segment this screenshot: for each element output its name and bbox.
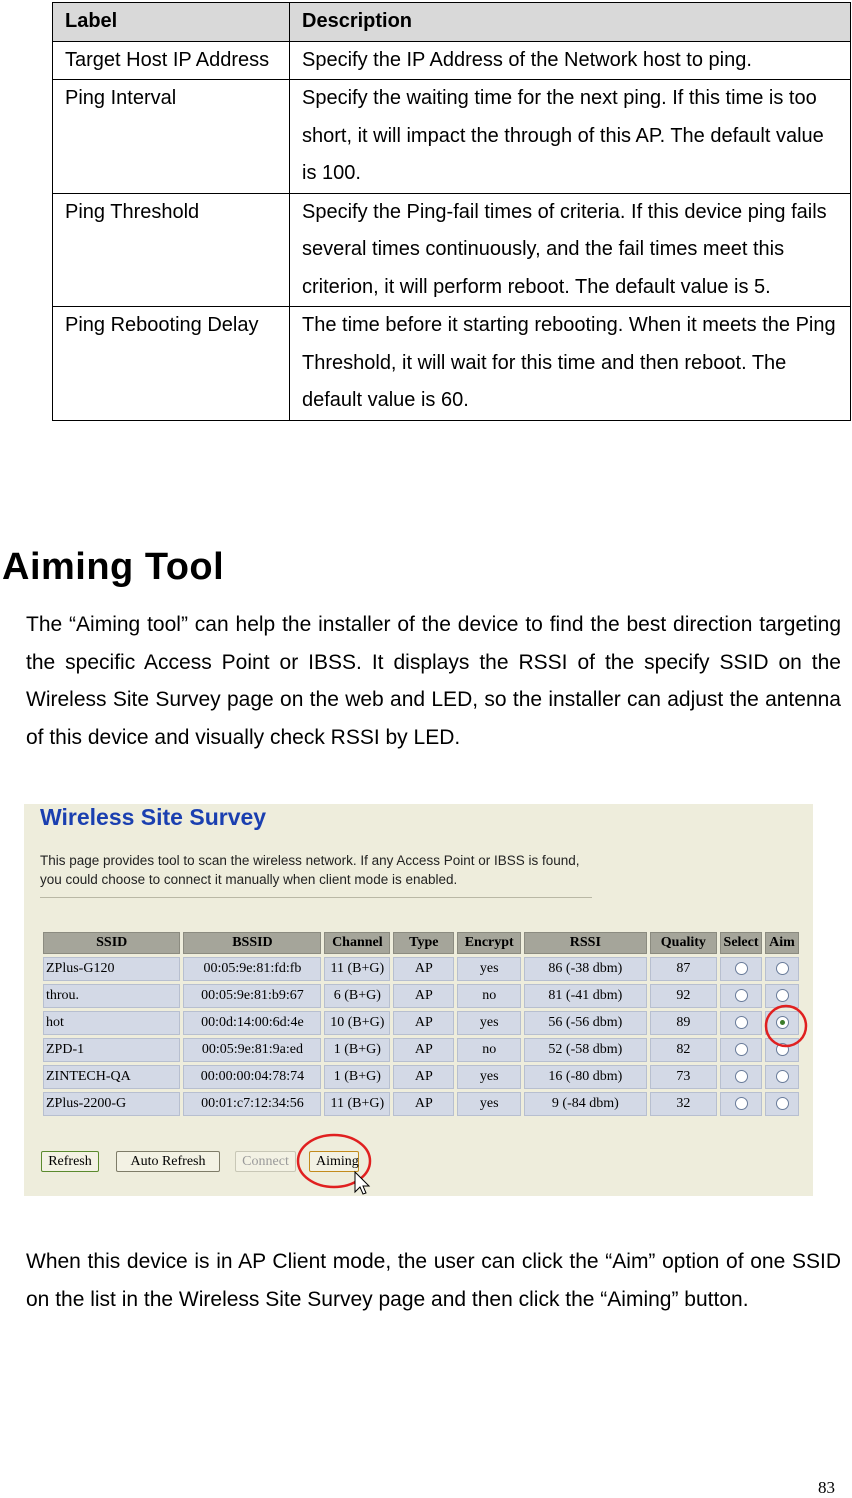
- aim-radio[interactable]: [776, 1097, 789, 1110]
- row-description: Specify the Ping-fail times of criteria. If this device ping fails several times continuously, and the fail times meet this criterion, it will perform reboot. The default value is 5.: [290, 193, 851, 307]
- channel-cell: 11 (B+G): [324, 1092, 390, 1116]
- row-label: Ping Rebooting Delay: [53, 307, 290, 421]
- type-cell: AP: [393, 1065, 454, 1089]
- site-survey-screenshot: [24, 804, 813, 1196]
- table-row: [53, 80, 851, 194]
- select-cell: [720, 1038, 762, 1062]
- ssid-cell: ZPD-1: [43, 1038, 180, 1062]
- rssi-cell: 86 (-38 dbm): [524, 957, 647, 981]
- channel-header: Channel: [324, 932, 390, 954]
- site-survey-table: [40, 929, 802, 1119]
- encrypt-cell: yes: [457, 1011, 521, 1035]
- rssi-cell: 52 (-58 dbm): [524, 1038, 647, 1062]
- bssid-header: BSSID: [183, 932, 321, 954]
- description-column-header: Description: [290, 3, 851, 42]
- type-header: Type: [393, 932, 454, 954]
- bssid-cell: 00:05:9e:81:9a:ed: [183, 1038, 321, 1062]
- rssi-cell: 81 (-41 dbm): [524, 984, 647, 1008]
- row-label: Ping Threshold: [53, 193, 290, 307]
- section-title: Aiming Tool: [2, 546, 225, 588]
- channel-cell: 1 (B+G): [324, 1038, 390, 1062]
- row-description: The time before it starting rebooting. When it meets the Ping Threshold, it will wait for this time and then reboot. The default value is 60.: [290, 307, 851, 421]
- channel-cell: 6 (B+G): [324, 984, 390, 1008]
- select-cell: [720, 1092, 762, 1116]
- table-row: [43, 1038, 799, 1062]
- select-cell: [720, 1065, 762, 1089]
- aim-radio[interactable]: [776, 1070, 789, 1083]
- encrypt-cell: no: [457, 984, 521, 1008]
- table-row: [43, 984, 799, 1008]
- quality-header: Quality: [650, 932, 717, 954]
- table-header-row: [53, 3, 851, 42]
- bssid-cell: 00:05:9e:81:b9:67: [183, 984, 321, 1008]
- auto-refresh-button[interactable]: Auto Refresh: [116, 1151, 220, 1172]
- select-cell: [720, 984, 762, 1008]
- divider: [40, 897, 592, 898]
- select-radio[interactable]: [735, 989, 748, 1002]
- encrypt-header: Encrypt: [457, 932, 521, 954]
- encrypt-cell: no: [457, 1038, 521, 1062]
- aim-radio[interactable]: [776, 962, 789, 975]
- quality-cell: 89: [650, 1011, 717, 1035]
- select-radio[interactable]: [735, 1043, 748, 1056]
- screenshot-title: Wireless Site Survey: [40, 804, 267, 830]
- type-cell: AP: [393, 1038, 454, 1062]
- aim-cell: [765, 984, 799, 1008]
- survey-header-row: [43, 932, 799, 954]
- parameter-table: [52, 2, 851, 421]
- aim-radio[interactable]: [776, 989, 789, 1002]
- bssid-cell: 00:01:c7:12:34:56: [183, 1092, 321, 1116]
- rssi-cell: 9 (-84 dbm): [524, 1092, 647, 1116]
- ssid-cell: ZPlus-G120: [43, 957, 180, 981]
- label-column-header: Label: [53, 3, 290, 42]
- channel-cell: 1 (B+G): [324, 1065, 390, 1089]
- quality-cell: 82: [650, 1038, 717, 1062]
- quality-cell: 73: [650, 1065, 717, 1089]
- channel-cell: 10 (B+G): [324, 1011, 390, 1035]
- mouse-pointer-icon: [355, 1172, 369, 1194]
- intro-paragraph: The “Aiming tool” can help the installer of the device to find the best direction targeting the specific Access Point or IBSS. It displays the RSSI of the specify SSID on the Wireless Site Survey page on the web and LED, so the installer can adjust the antenna of this device and visually check RSSI by LED.: [26, 613, 841, 749]
- row-description: Specify the IP Address of the Network host to ping.: [290, 41, 851, 80]
- type-cell: AP: [393, 957, 454, 981]
- row-description: Specify the waiting time for the next ping. If this time is too short, it will impact the through of this AP. The default value is 100.: [290, 80, 851, 194]
- table-row: [43, 957, 799, 981]
- bssid-cell: 00:0d:14:00:6d:4e: [183, 1011, 321, 1035]
- table-row: [43, 1065, 799, 1089]
- channel-cell: 11 (B+G): [324, 957, 390, 981]
- select-radio[interactable]: [735, 1016, 748, 1029]
- aim-cell: [765, 1092, 799, 1116]
- encrypt-cell: yes: [457, 1065, 521, 1089]
- rssi-cell: 16 (-80 dbm): [524, 1065, 647, 1089]
- select-header: Select: [720, 932, 762, 954]
- quality-cell: 87: [650, 957, 717, 981]
- table-row: [53, 307, 851, 421]
- rssi-header: RSSI: [524, 932, 647, 954]
- table-row: [53, 193, 851, 307]
- select-cell: [720, 1011, 762, 1035]
- type-cell: AP: [393, 1092, 454, 1116]
- encrypt-cell: yes: [457, 1092, 521, 1116]
- ssid-cell: ZINTECH-QA: [43, 1065, 180, 1089]
- encrypt-cell: yes: [457, 957, 521, 981]
- select-radio[interactable]: [735, 1070, 748, 1083]
- rssi-cell: 56 (-56 dbm): [524, 1011, 647, 1035]
- ssid-header: SSID: [43, 932, 180, 954]
- aim-cell: [765, 957, 799, 981]
- screenshot-description: This page provides tool to scan the wireless network. If any Access Point or IBSS is found, you could choose to connect it manually when client mode is enabled.: [40, 853, 580, 887]
- aim-header: Aim: [765, 932, 799, 954]
- table-row: [43, 1011, 799, 1035]
- select-radio[interactable]: [735, 1097, 748, 1110]
- aim-cell: [765, 1011, 799, 1035]
- quality-cell: 92: [650, 984, 717, 1008]
- quality-cell: 32: [650, 1092, 717, 1116]
- refresh-button[interactable]: Refresh: [41, 1151, 99, 1172]
- connect-button: Connect: [235, 1151, 296, 1172]
- note-paragraph: When this device is in AP Client mode, the user can click the “Aim” option of one SSID on the list in the Wireless Site Survey page and then click the “Aiming” button.: [26, 1250, 841, 1311]
- ssid-cell: throu.: [43, 984, 180, 1008]
- aim-radio-selected[interactable]: [776, 1016, 789, 1029]
- select-cell: [720, 957, 762, 981]
- table-row: [53, 41, 851, 80]
- aim-cell: [765, 1065, 799, 1089]
- aim-radio[interactable]: [776, 1043, 789, 1056]
- bssid-cell: 00:00:00:04:78:74: [183, 1065, 321, 1089]
- type-cell: AP: [393, 1011, 454, 1035]
- row-label: Ping Interval: [53, 80, 290, 194]
- ssid-cell: hot: [43, 1011, 180, 1035]
- table-row: [43, 1092, 799, 1116]
- aiming-button[interactable]: Aiming: [309, 1151, 359, 1172]
- page-number: 83: [818, 1478, 835, 1497]
- aim-cell: [765, 1038, 799, 1062]
- type-cell: AP: [393, 984, 454, 1008]
- ssid-cell: ZPlus-2200-G: [43, 1092, 180, 1116]
- select-radio[interactable]: [735, 962, 748, 975]
- row-label: Target Host IP Address: [53, 41, 290, 80]
- bssid-cell: 00:05:9e:81:fd:fb: [183, 957, 321, 981]
